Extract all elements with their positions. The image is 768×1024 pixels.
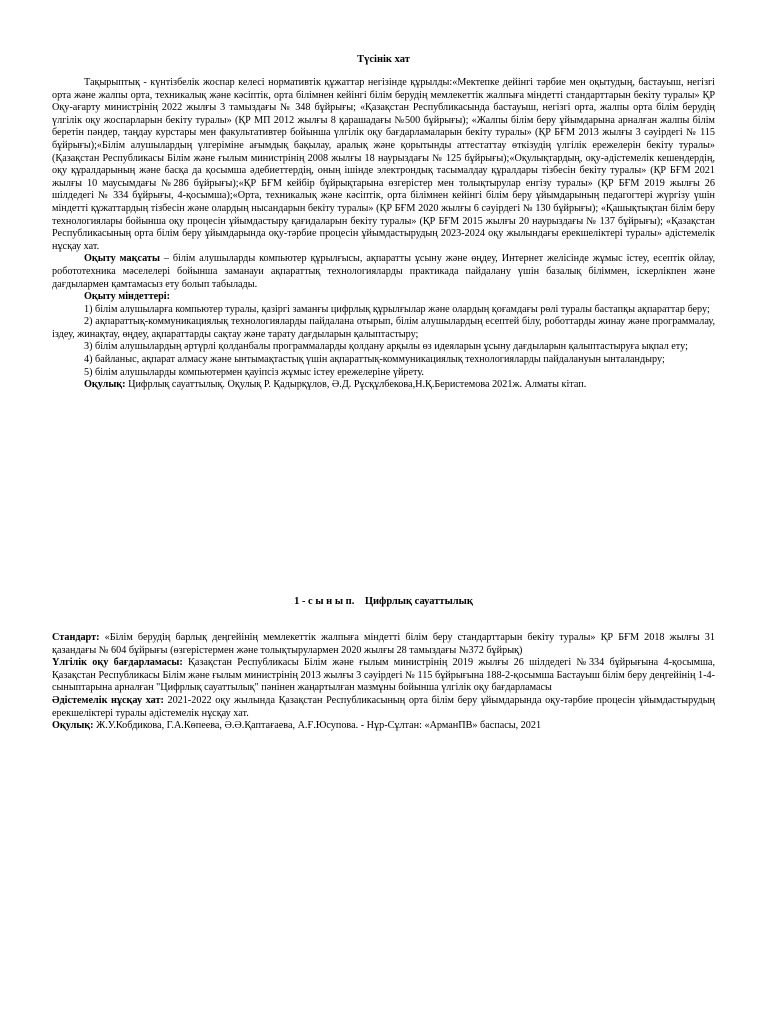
task-item-1: 1) білім алушыларға компьютер туралы, қазіргі заманғы цифрлық құрылғылар және олардың қоғамдағы рөлі туралы бастапқы ақпараттар беру; xyxy=(84,303,710,315)
standard-text: «Білім берудің барлық деңгейінің мемлекеттік жалпыға міндетті білім беру стандарттарын бекіту туралы» ҚР БҒМ 2018 жылғы 31 қазандағы № 604 бұйрығы (өзгерістермен және толықтырулармен 2020 жылғы 28 тамыздағы №372 бұйрық) xyxy=(52,632,715,656)
standard-paragraph xyxy=(52,632,715,657)
textbook2-label: Оқулық: xyxy=(52,720,94,732)
goal-text: – білім алушыларды компьютер құрылғысы, ақпаратты ұсыну және өңдеу, Интернет желісінде жұмыс істеу, есептік ойлау, робототехника мәселелері бойынша заманауи ақпараттық технологияларды практикада пайдалану үшін базалық біліммен, іскерлікпен және дағдылармен қамтамасыз ету болып табылады. xyxy=(52,253,715,290)
task-item-3: 3) білім алушылардың әртүрлі қолданбалы программаларды қолдану арқылы өз идеяларын ұсыну дағдыларын қалыптастыруға ықпал ету; xyxy=(84,341,688,353)
methodical-label: Әдістемелік нұсқау хат: xyxy=(52,694,164,706)
textbook2-text: Ж.У.Кобдикова, Г.А.Көпеева, Ә.Ә.Қаптағаева, А.Ғ.Юсупова. - Нұр-Сұлтан: «АрманПВ» баспасы, 2021 xyxy=(93,720,542,732)
document-title: Түсінік хат xyxy=(357,54,410,65)
tasks-label: Оқыту міндеттері: xyxy=(84,291,170,303)
textbook-paragraph xyxy=(52,379,715,392)
program-label: Үлгілік оқу бағдарламасы: xyxy=(52,657,183,669)
tasks-heading xyxy=(52,291,715,304)
intro-paragraph: Тақырыптық - күнтізбелік жоспар келесі нормативтік құжаттар негізінде құрылды:«Мектепке дейінгі тәрбие мен оқытудың, бастауыш, негізгі орта және жалпы орта, техникалық және кәсіптік, орта білімнен кейінгі білім берудің мемлекеттік жалпыға міндетті стандарттарын бекіту туралы» ҚР Оқу-ағарту министрінің 2022 жылғы 3 тамыздағы № 348 бұйрығы; «Қазақстан Республикасында бастауыш, негізгі орта, жалпы орта білім берудің үлгілік оқу жоспарларын бекіту туралы» (ҚР МП 2012 жылғы 8 қарашадағы №500 бұйрығы); «Жалпы білім беру ұйымдарына арналған жалпы білім беретін пәндер, таңдау курстары мен факультативтер бойынша үлгілік оқу бағдарламаларын бекіту туралы» (ҚР БҒМ 2013 жылғы 3 сәуірдегі № 115 бұйрығы);«Білім алушылардың үлгеріміне ағымдық бақылау, аралық және қорытынды аттестаттау өткізудің үлгілік ережелерін бекіту туралы» (Қазақстан Республикасы Білім және ғылым министрінің 2008 жылғы 18 наурыздағы № 125 бұйрығы);«Оқулықтардың, оқу-әдістемелік кешендердің, оқу құралдарының және басқа да қосымша әдебиеттердің, оның ішінде электрондық тасымалдау құралдары тізбесін бекіту туралы» (ҚР БҒМ 2021 жылғы 10 маусымдағы №286 бұйрығы);«ҚР БҒМ кейбір бұйрықтарына өзгерістер мен толықтырулар енгізу туралы» (ҚР БҒМ 2019 жылғы 26 шілдедегі № 334 бұйрығы, 4-қосымша);«Орта, техникалық және кәсіптік, орта білімнен кейінгі білім беру ұйымдарының педагогтері жүргізу үшін міндетті құжаттардың тізбесін және олардың нысандарын бекіту туралы» (ҚР БҒМ 2020 жылғы 6 сәуірдегі № 130 бұйрығы); «Қашықтықтан білім беру технологиялары бойынша оқу процесін ұйымдастыру қағидаларын бекіту туралы» (ҚР БҒМ 2015 жылғы 20 наурыздағы № 137 бұйрығы); «Қазақстан Республикасының орта білім беру ұйымдарында оқу-тәрбие процесін ұйымдастырудың 2023-2024 оқу жылындағы ерекшеліктері туралы» әдістемелік нұсқау хат. xyxy=(52,77,715,252)
goal-paragraph xyxy=(52,253,715,291)
goal-label: Оқыту мақсаты xyxy=(84,253,160,265)
methodical-paragraph xyxy=(52,695,715,720)
standard-label: Стандарт: xyxy=(52,632,100,643)
explanatory-note-body xyxy=(52,77,715,392)
grade-info-body xyxy=(52,632,715,733)
program-paragraph xyxy=(52,657,715,695)
section-title: 1 - с ы н ы п. Цифрлық сауаттылық xyxy=(294,596,473,607)
task-item-5: 5) білім алушыларды компьютермен қауіпсіз жұмыс істеу ережелеріне үйрету. xyxy=(84,366,424,378)
textbook-label: Оқулық: xyxy=(84,379,126,391)
program-text: Қазақстан Республикасы Білім және ғылым министрінің 2019 жылғы 26 шілдедегі №334 бұйрығына 4-қосымша, Қазақстан Республикасы Білім және ғылым министрінің 2013 жылғы 3 сәуірдегі № 115 бұйрығына 188-2-қосымша Бастауыш білім беру деңгейінің 1-4-сыныптарына арналған "Цифрлық сауаттылық" пәнінен жаңартылған мазмұны бойынша үлгілік оқу бағдарламасы xyxy=(52,657,716,694)
textbook-text: Цифрлық сауаттылық. Оқулық Р. Қадырқұлов, Ә.Д. Рұсқұлбекова,Н.Қ.Беристемова 2021ж. Алматы кітап. xyxy=(125,379,587,391)
task-item-4: 4) байланыс, ақпарат алмасу және ынтымақтастық үшін ақпараттық-коммуникациялық технологияларды пайдалануын ынталандыру; xyxy=(84,354,665,366)
textbook2-paragraph xyxy=(52,720,715,733)
methodical-text: 2021-2022 оқу жылында Қазақстан Республикасының орта білім беру ұйымдарында оқу-тәрбие процесін ұйымдастырудың ерекшеліктері туралы әдістемелік нұсқау хат. xyxy=(52,694,715,719)
task-item-2: 2) ақпараттық-коммуникациялық технологияларды пайдалана отырып, білім алушылардың есептей білу, роботтарды жинау және программалау, іздеу, жинақтау, өңдеу, ақпараттарды сақтау және тарату дағдыларын қалыптастыру; xyxy=(52,316,715,340)
